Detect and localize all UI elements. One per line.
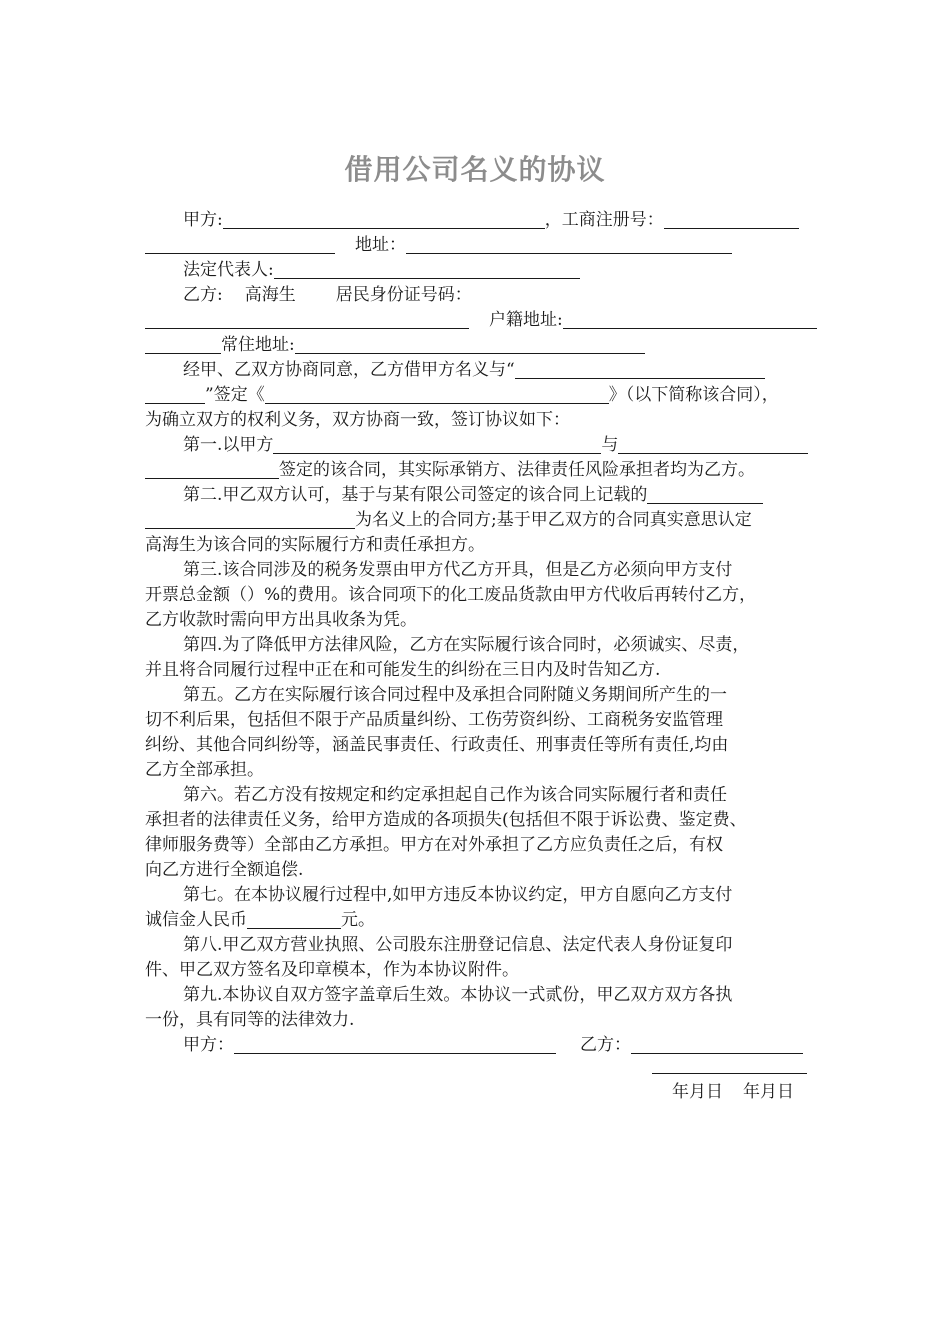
clause-1-blank-a	[273, 435, 601, 454]
clause-5-line-2	[145, 708, 825, 733]
date-signature-underline	[652, 1073, 807, 1074]
counterparty-blank-cont	[145, 385, 205, 404]
party-a-address-blank	[406, 235, 732, 254]
clause-5-line-1	[145, 683, 825, 708]
party-a-reg-label: ，工商注册号：	[544, 210, 664, 230]
clause-2-blank	[647, 485, 763, 504]
clause-4-line-1	[145, 633, 825, 658]
preamble-line-2	[145, 383, 825, 408]
clause-3-text-1: 第三.该合同涉及的税务发票由甲方代乙方开具，但是乙方必须向甲方支付	[183, 560, 733, 580]
clause-6-text-1: 第六。若乙方没有按规定和约定承担起自己作为该合同实际履行者和责任	[183, 785, 727, 805]
clause-5-text-4: 乙方全部承担。	[145, 760, 264, 780]
legal-rep-line	[145, 258, 825, 283]
clause-5-text-1: 第五。乙方在实际履行该合同过程中及承担合同附随义务期间所产生的一	[183, 685, 727, 705]
clause-6-text-4: 向乙方进行全额追偿.	[145, 860, 304, 880]
party-b-line	[145, 283, 825, 308]
clause-3-text-3: 乙方收款时需向甲方出具收条为凭。	[145, 610, 417, 630]
signature-party-b-label: 乙方：	[580, 1035, 631, 1055]
party-b-id-blank	[145, 310, 469, 329]
clause-2-text-2: 为名义上的合同方;基于甲乙双方的合同真实意思认定	[355, 510, 752, 530]
party-a-line	[145, 208, 825, 233]
clause-8-line-2	[145, 958, 825, 983]
legal-rep-blank	[274, 260, 580, 279]
signature-party-b-blank	[631, 1035, 803, 1054]
legal-rep-label: 法定代表人:	[183, 260, 274, 280]
party-b-residence-blank	[295, 335, 645, 354]
party-b-id-label: 居民身份证号码：	[335, 285, 472, 305]
clause-8-text-1: 第八.甲乙双方营业执照、公司股东注册登记信息、法定代表人身份证复印	[183, 935, 733, 955]
clause-5-line-3	[145, 733, 825, 758]
party-a-address-label: 地址：	[355, 235, 406, 255]
clause-1-line-1	[145, 433, 825, 458]
clause-6-line-2	[145, 808, 825, 833]
clause-2-text-1: 第二.甲乙双方认可，基于与某有限公司签定的该合同上记载的	[183, 485, 648, 505]
preamble-text-3: 为确立双方的权利义务，双方协商一致，签订协议如下：	[145, 410, 570, 430]
document-body	[145, 208, 825, 1058]
party-a-reg-blank-cont	[145, 235, 335, 254]
clause-2-text-3: 高海生为该合同的实际履行方和责任承担方。	[145, 535, 485, 555]
preamble-text-2b: 》（以下简称该合同），	[608, 385, 779, 405]
signature-dates	[672, 1080, 794, 1105]
clause-2-line-3	[145, 533, 825, 558]
party-b-name: 高海生	[244, 285, 296, 305]
clause-7-amount-blank	[247, 910, 341, 929]
preamble-text-1: 经甲、乙双方协商同意，乙方借甲方名义与“	[183, 360, 515, 380]
clause-4-text-2: 并且将合同履行过程中正在和可能发生的纠纷在三日内及时告知乙方.	[145, 660, 661, 680]
party-b-residence-line	[145, 333, 825, 358]
clause-8-line-1	[145, 933, 825, 958]
clause-1-text-c: 签定的该合同，其实际承销方、法律责任风险承担者均为乙方。	[279, 460, 755, 480]
party-b-household-blank-cont	[145, 335, 221, 354]
clause-2-blank-cont	[145, 510, 355, 529]
party-b-label: 乙方:	[183, 285, 223, 305]
party-a-reg-blank	[664, 210, 799, 229]
clause-7-line-1	[145, 883, 825, 908]
clause-5-line-4	[145, 758, 825, 783]
clause-9-line-1	[145, 983, 825, 1008]
clause-4-line-2	[145, 658, 825, 683]
contract-name-blank	[265, 385, 609, 404]
party-a-name-blank	[223, 210, 545, 229]
clause-7-text-2a: 诚信金人民币	[145, 910, 247, 930]
date-party-b: 年月日	[743, 1082, 794, 1102]
clause-3-line-3	[145, 608, 825, 633]
clause-1-blank-b	[618, 435, 808, 454]
signature-party-a-label: 甲方：	[183, 1035, 234, 1055]
clause-7-text-1: 第七。在本协议履行过程中,如甲方违反本协议约定，甲方自愿向乙方支付	[183, 885, 733, 905]
clause-5-text-3: 纠纷、其他合同纠纷等，涵盖民事责任、行政责任、刑事责任等所有责任,均由	[145, 735, 729, 755]
preamble-text-2a: ”签定《	[205, 385, 265, 405]
clause-6-line-4	[145, 858, 825, 883]
clause-7-line-2	[145, 908, 825, 933]
party-b-household-line	[145, 308, 825, 333]
party-b-household-label: 户籍地址:	[489, 310, 563, 330]
party-b-household-blank	[563, 310, 817, 329]
clause-9-line-2	[145, 1008, 825, 1033]
clause-5-text-2: 切不利后果，包括但不限于产品质量纠纷、工伤劳资纠纷、工商税务安监管理	[145, 710, 723, 730]
signature-line	[145, 1033, 825, 1058]
clause-3-text-2: 开票总金额（）%的费用。该合同项下的化工废品货款由甲方代收后再转付乙方，	[145, 585, 757, 605]
clause-3-line-2	[145, 583, 825, 608]
clause-2-line-2	[145, 508, 825, 533]
clause-4-text-1: 第四.为了降低甲方法律风险，乙方在实际履行该合同时，必须诚实、尽责，	[183, 635, 750, 655]
clause-3-line-1	[145, 558, 825, 583]
counterparty-blank	[515, 360, 765, 379]
preamble-line-1	[145, 358, 825, 383]
party-b-residence-label: 常住地址:	[221, 335, 295, 355]
clause-9-text-2: 一份，具有同等的法律效力.	[145, 1010, 355, 1030]
party-a-label: 甲方:	[183, 210, 223, 230]
date-party-a: 年月日	[672, 1082, 723, 1102]
clause-1-text-a: 第一.以甲方	[183, 435, 274, 455]
preamble-line-3	[145, 408, 825, 433]
signature-party-a-blank	[234, 1035, 556, 1054]
clause-6-text-3: 律师服务费等）全部由乙方承担。甲方在对外承担了乙方应负责任之后，有权	[145, 835, 723, 855]
clause-1-line-2	[145, 458, 825, 483]
party-a-address-line	[145, 233, 825, 258]
clause-6-line-1	[145, 783, 825, 808]
clause-2-line-1	[145, 483, 825, 508]
clause-6-line-3	[145, 833, 825, 858]
clause-7-text-2b: 元。	[341, 910, 375, 930]
clause-8-text-2: 件、甲乙双方签名及印章模本，作为本协议附件。	[145, 960, 519, 980]
document-title: 借用公司名义的协议	[344, 153, 606, 186]
clause-6-text-2: 承担者的法律责任义务，给甲方造成的各项损失(包括但不限于诉讼费、鉴定费、	[145, 810, 747, 830]
clause-1-text-b: 与	[601, 435, 619, 455]
clause-9-text-1: 第九.本协议自双方签字盖章后生效。本协议一式贰份，甲乙双方双方各执	[183, 985, 733, 1005]
clause-1-blank-b-cont	[145, 460, 279, 479]
